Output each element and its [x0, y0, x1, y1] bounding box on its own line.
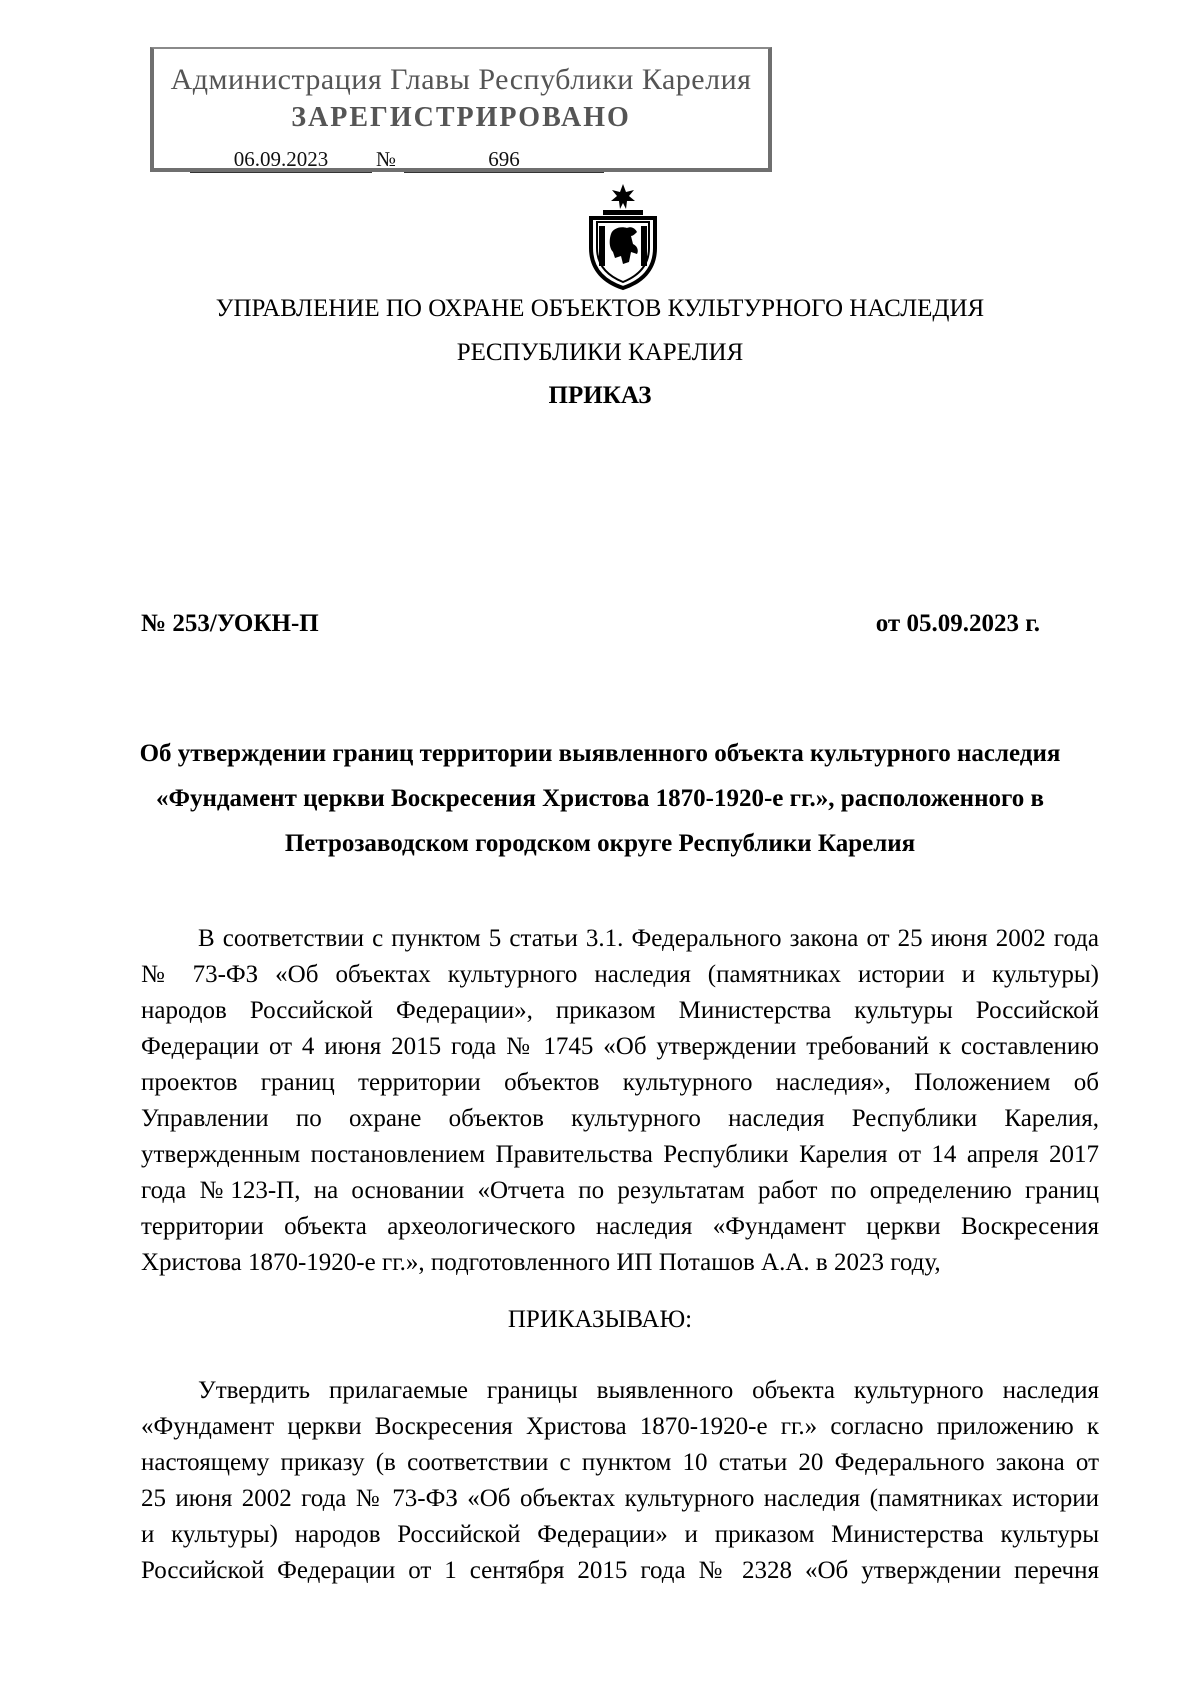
order-word: ПРИКАЗЫВАЮ: — [507, 1306, 693, 1333]
paragraph-line: 25 июня 2002 года № 73-ФЗ «Об объектах культурного наследия (памятниках истории — [141, 1485, 1099, 1512]
paragraph-line: года №123-П, на основании «Отчета по результатам работ по определению границ — [141, 1177, 1099, 1204]
org-name-line1: УПРАВЛЕНИЕ ПО ОХРАНЕ ОБЪЕКТОВ КУЛЬТУРНОГО НАСЛЕДИЯ — [215, 295, 985, 322]
paragraph-line: проектов границ территории объектов культурного наследия», Положением об — [141, 1069, 1099, 1096]
paragraph-line: Утвердить прилагаемые границы выявленного объекта культурного наследия — [198, 1377, 1099, 1404]
coat-of-arms-icon — [583, 182, 663, 292]
paragraph-line: В соответствии с пунктом 5 статьи 3.1. Федерального закона от 25 июня 2002 года — [198, 925, 1099, 952]
paragraph-line: Российской Федерации от 1 сентября 2015 года № 2328 «Об утверждении перечня — [141, 1557, 1099, 1584]
title-line: «Фундамент церкви Воскресения Христова 1870-1920-е гг.», расположенного в — [156, 785, 1044, 812]
paragraph-line: Управлении по охране объектов культурного наследия Республики Карелия, — [141, 1105, 1099, 1132]
paragraph-line: Федерации от 4 июня 2015 года № 1745 «Об утверждении требований к составлению — [141, 1033, 1099, 1060]
doc-type: ПРИКАЗ — [548, 382, 652, 409]
document-date: от 05.09.2023 г. — [875, 610, 1040, 637]
paragraph-line: Христова 1870-1920-е гг.», подготовленного ИП Поташов А.А. в 2023 году, — [141, 1249, 941, 1276]
stamp-registered: ЗАРЕГИСТРИРОВАНО — [291, 102, 631, 133]
stamp-number: 696 — [404, 147, 604, 173]
org-name-line2: РЕСПУБЛИКИ КАРЕЛИЯ — [456, 339, 744, 366]
document-number: № 253/УОКН-П — [141, 610, 319, 637]
emblem-star — [611, 184, 635, 209]
title-line: Об утверждении границ территории выявленного объекта культурного наследия — [139, 740, 1061, 767]
stamp-registration-row — [190, 147, 610, 171]
paragraph-line: и культуры) народов Российской Федерации» и приказом Министерства культуры — [141, 1521, 1099, 1548]
registration-stamp — [150, 47, 772, 172]
paragraph-line: № 73-ФЗ «Об объектах культурного наследия (памятниках истории и культуры) — [141, 961, 1099, 988]
paragraph-line: народов Российской Федерации», приказом Министерства культуры Российской — [141, 997, 1099, 1024]
stamp-number-label: № — [376, 147, 397, 171]
title-line: Петрозаводском городском округе Республики Карелия — [284, 830, 916, 857]
paragraph-line: настоящему приказу (в соответствии с пунктом 10 статьи 20 Федерального закона от — [141, 1449, 1099, 1476]
paragraph-line: территории объекта археологического наследия «Фундамент церкви Воскресения — [141, 1213, 1099, 1240]
stamp-authority: Администрация Главы Республики Карелия — [170, 63, 752, 96]
stamp-date: 06.09.2023 — [190, 147, 372, 173]
paragraph-line: «Фундамент церкви Воскресения Христова 1870-1920-е гг.» согласно приложению к — [141, 1413, 1099, 1440]
paragraph-line: утвержденным постановлением Правительства Республики Карелия от 14 апреля 2017 — [141, 1141, 1099, 1168]
